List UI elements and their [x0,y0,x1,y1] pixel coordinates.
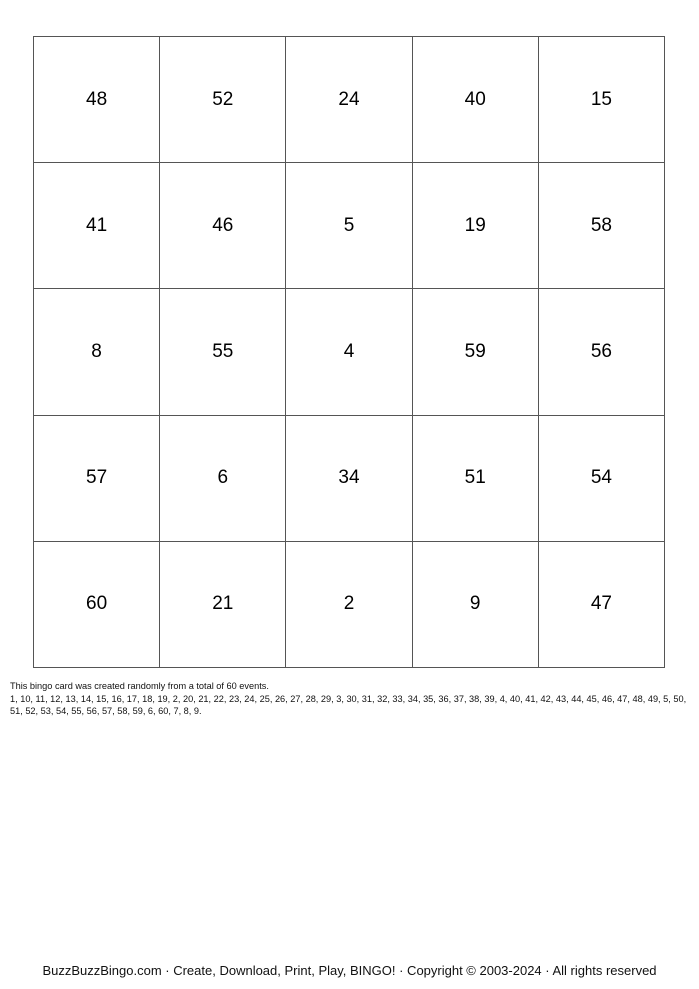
bingo-cell: 41 [34,163,160,289]
bingo-cell: 40 [413,37,539,163]
bingo-cell: 46 [160,163,286,289]
bingo-cell: 52 [160,37,286,163]
footer-copyright: BuzzBuzzBingo.com · Create, Download, Print, Play, BINGO! · Copyright © 2003-2024 · All rights reserved [42,963,657,978]
bingo-cell: 54 [539,416,665,542]
bingo-cell: 19 [413,163,539,289]
bingo-card-grid [33,36,665,668]
bingo-cell: 59 [413,289,539,415]
bingo-cell: 51 [413,416,539,542]
bingo-cell: 15 [539,37,665,163]
bingo-cell: 8 [34,289,160,415]
bingo-cell: 21 [160,542,286,668]
bingo-cell: 4 [286,289,412,415]
bingo-cell: 34 [286,416,412,542]
bingo-cell: 57 [34,416,160,542]
bingo-cell: 48 [34,37,160,163]
bingo-cell: 6 [160,416,286,542]
bingo-cell: 60 [34,542,160,668]
bingo-cell: 24 [286,37,412,163]
card-info [10,680,695,718]
bingo-cell: 5 [286,163,412,289]
card-summary: This bingo card was created randomly from a total of 60 events. [10,681,269,691]
events-list: 1, 10, 11, 12, 13, 14, 15, 16, 17, 18, 19, 2, 20, 21, 22, 23, 24, 25, 26, 27, 28, 29, 3, 30, 31, 32, 33, 34, 35, 36, 37, 38, 39, 4, 40, 41, 42, 43, 44, 45, 46, 47, 48, 49, 5, 50, 51, 52, 53, 54, 55, 56, 57, 58, 59, 6, 60, 7, 8, 9. [10,693,687,716]
bingo-cell: 9 [413,542,539,668]
bingo-cell: 58 [539,163,665,289]
bingo-cell: 56 [539,289,665,415]
bingo-cell: 2 [286,542,412,668]
bingo-cell: 47 [539,542,665,668]
bingo-cell: 55 [160,289,286,415]
